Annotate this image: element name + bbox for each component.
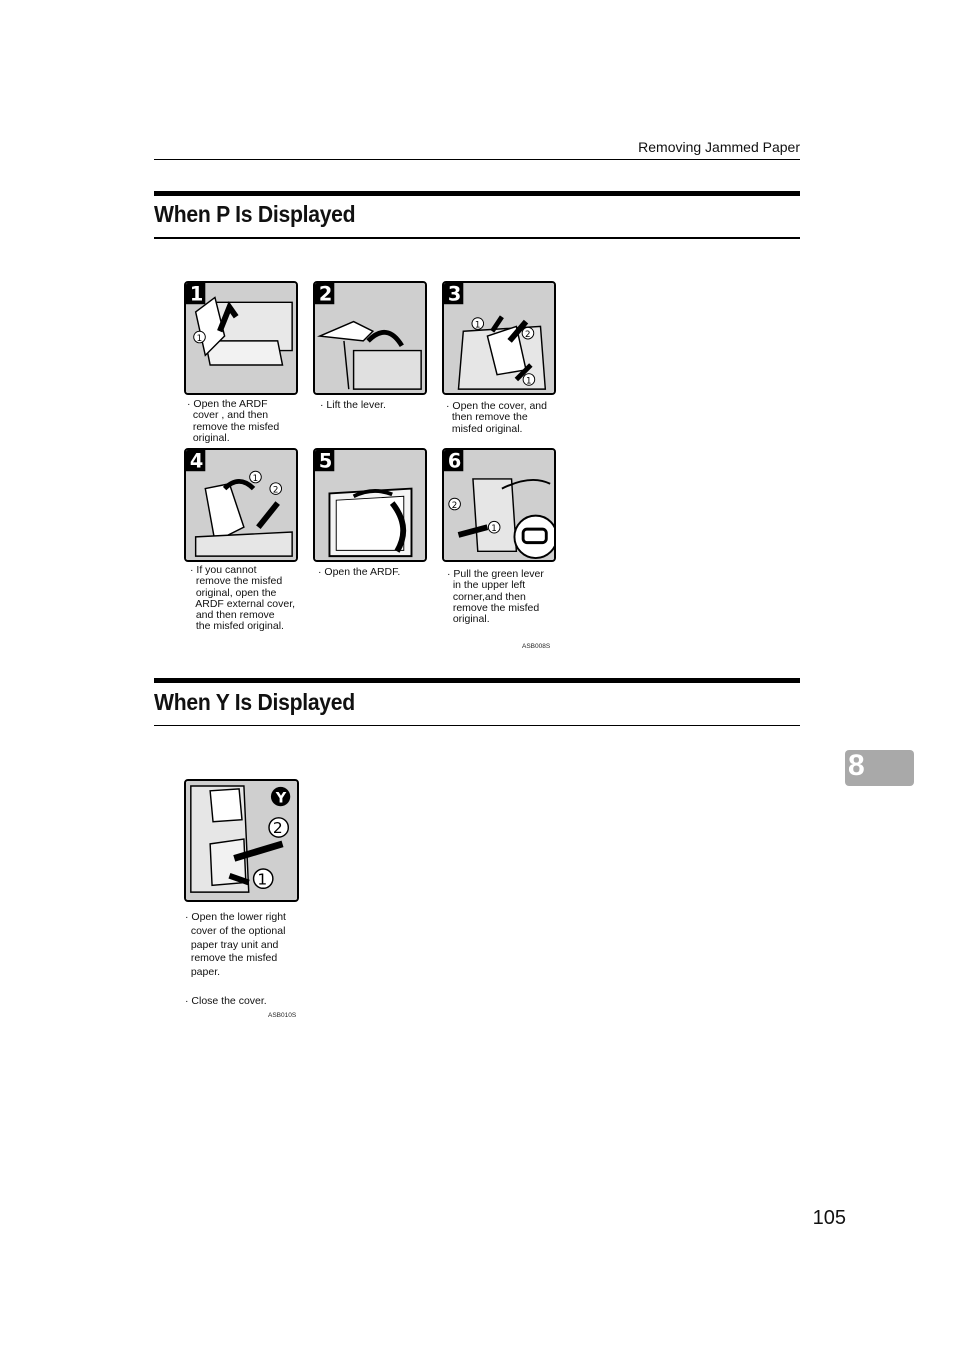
svg-text:2: 2 [451, 500, 458, 511]
figure-code-p: ASB008S [522, 643, 551, 650]
page-number: 105 [812, 1207, 846, 1229]
step-1-number: 1 [189, 283, 204, 306]
running-head: Removing Jammed Paper [638, 139, 800, 155]
svg-text:1: 1 [257, 870, 268, 889]
y-caption-close: · Close the cover. [185, 995, 267, 1007]
step-3-illustration [442, 281, 556, 395]
step-4-caption: · If you cannot remove the misfed original, open the ARDF external cover, and then remove the misfed original. [190, 564, 296, 633]
svg-text:2: 2 [525, 330, 531, 341]
step-2-number: 2 [318, 283, 333, 306]
step-5-caption: · Open the ARDF. [318, 566, 401, 578]
step-3-caption: · Open the cover, and then remove the misfed original. [446, 400, 547, 435]
step-3-number: 3 [447, 283, 462, 306]
section-y-title: When Y Is Displayed [154, 689, 355, 715]
step-5-number: 5 [318, 450, 333, 473]
y-badge: Y [275, 790, 287, 807]
svg-text:1: 1 [491, 524, 497, 535]
section-p-top-rule [154, 191, 800, 196]
step-4-illustration [184, 448, 298, 562]
step-6-illustration [442, 448, 556, 562]
step-5-illustration [313, 448, 427, 562]
header-rule [154, 159, 800, 160]
section-p-bottom-rule [154, 237, 800, 239]
step-1-illustration [184, 281, 298, 395]
step-2-illustration [313, 281, 427, 395]
section-y-bottom-rule [154, 725, 800, 726]
chapter-tab-number: 8 [848, 749, 865, 782]
svg-text:1: 1 [474, 320, 481, 331]
svg-text:2: 2 [272, 819, 283, 838]
svg-text:1: 1 [196, 333, 203, 344]
svg-text:1: 1 [252, 473, 259, 484]
step-4-number: 4 [189, 450, 204, 473]
y-illustration [184, 779, 299, 902]
svg-text:2: 2 [272, 485, 279, 496]
y-caption: · Open the lower right cover of the optional paper tray unit and remove the misfed paper. [185, 911, 286, 979]
figure-code-y: ASB010S [268, 1012, 297, 1019]
svg-text:1: 1 [526, 376, 532, 387]
section-y-top-rule [154, 678, 800, 683]
step-6-caption: · Pull the green lever in the upper left corner,and then remove the misfed original. [447, 568, 544, 626]
step-6-number: 6 [447, 450, 462, 473]
step-1-caption: · Open the ARDF cover , and then remove the misfed original. [187, 398, 280, 444]
step-2-caption: · Lift the lever. [320, 399, 386, 411]
section-p-title: When P Is Displayed [154, 201, 356, 227]
